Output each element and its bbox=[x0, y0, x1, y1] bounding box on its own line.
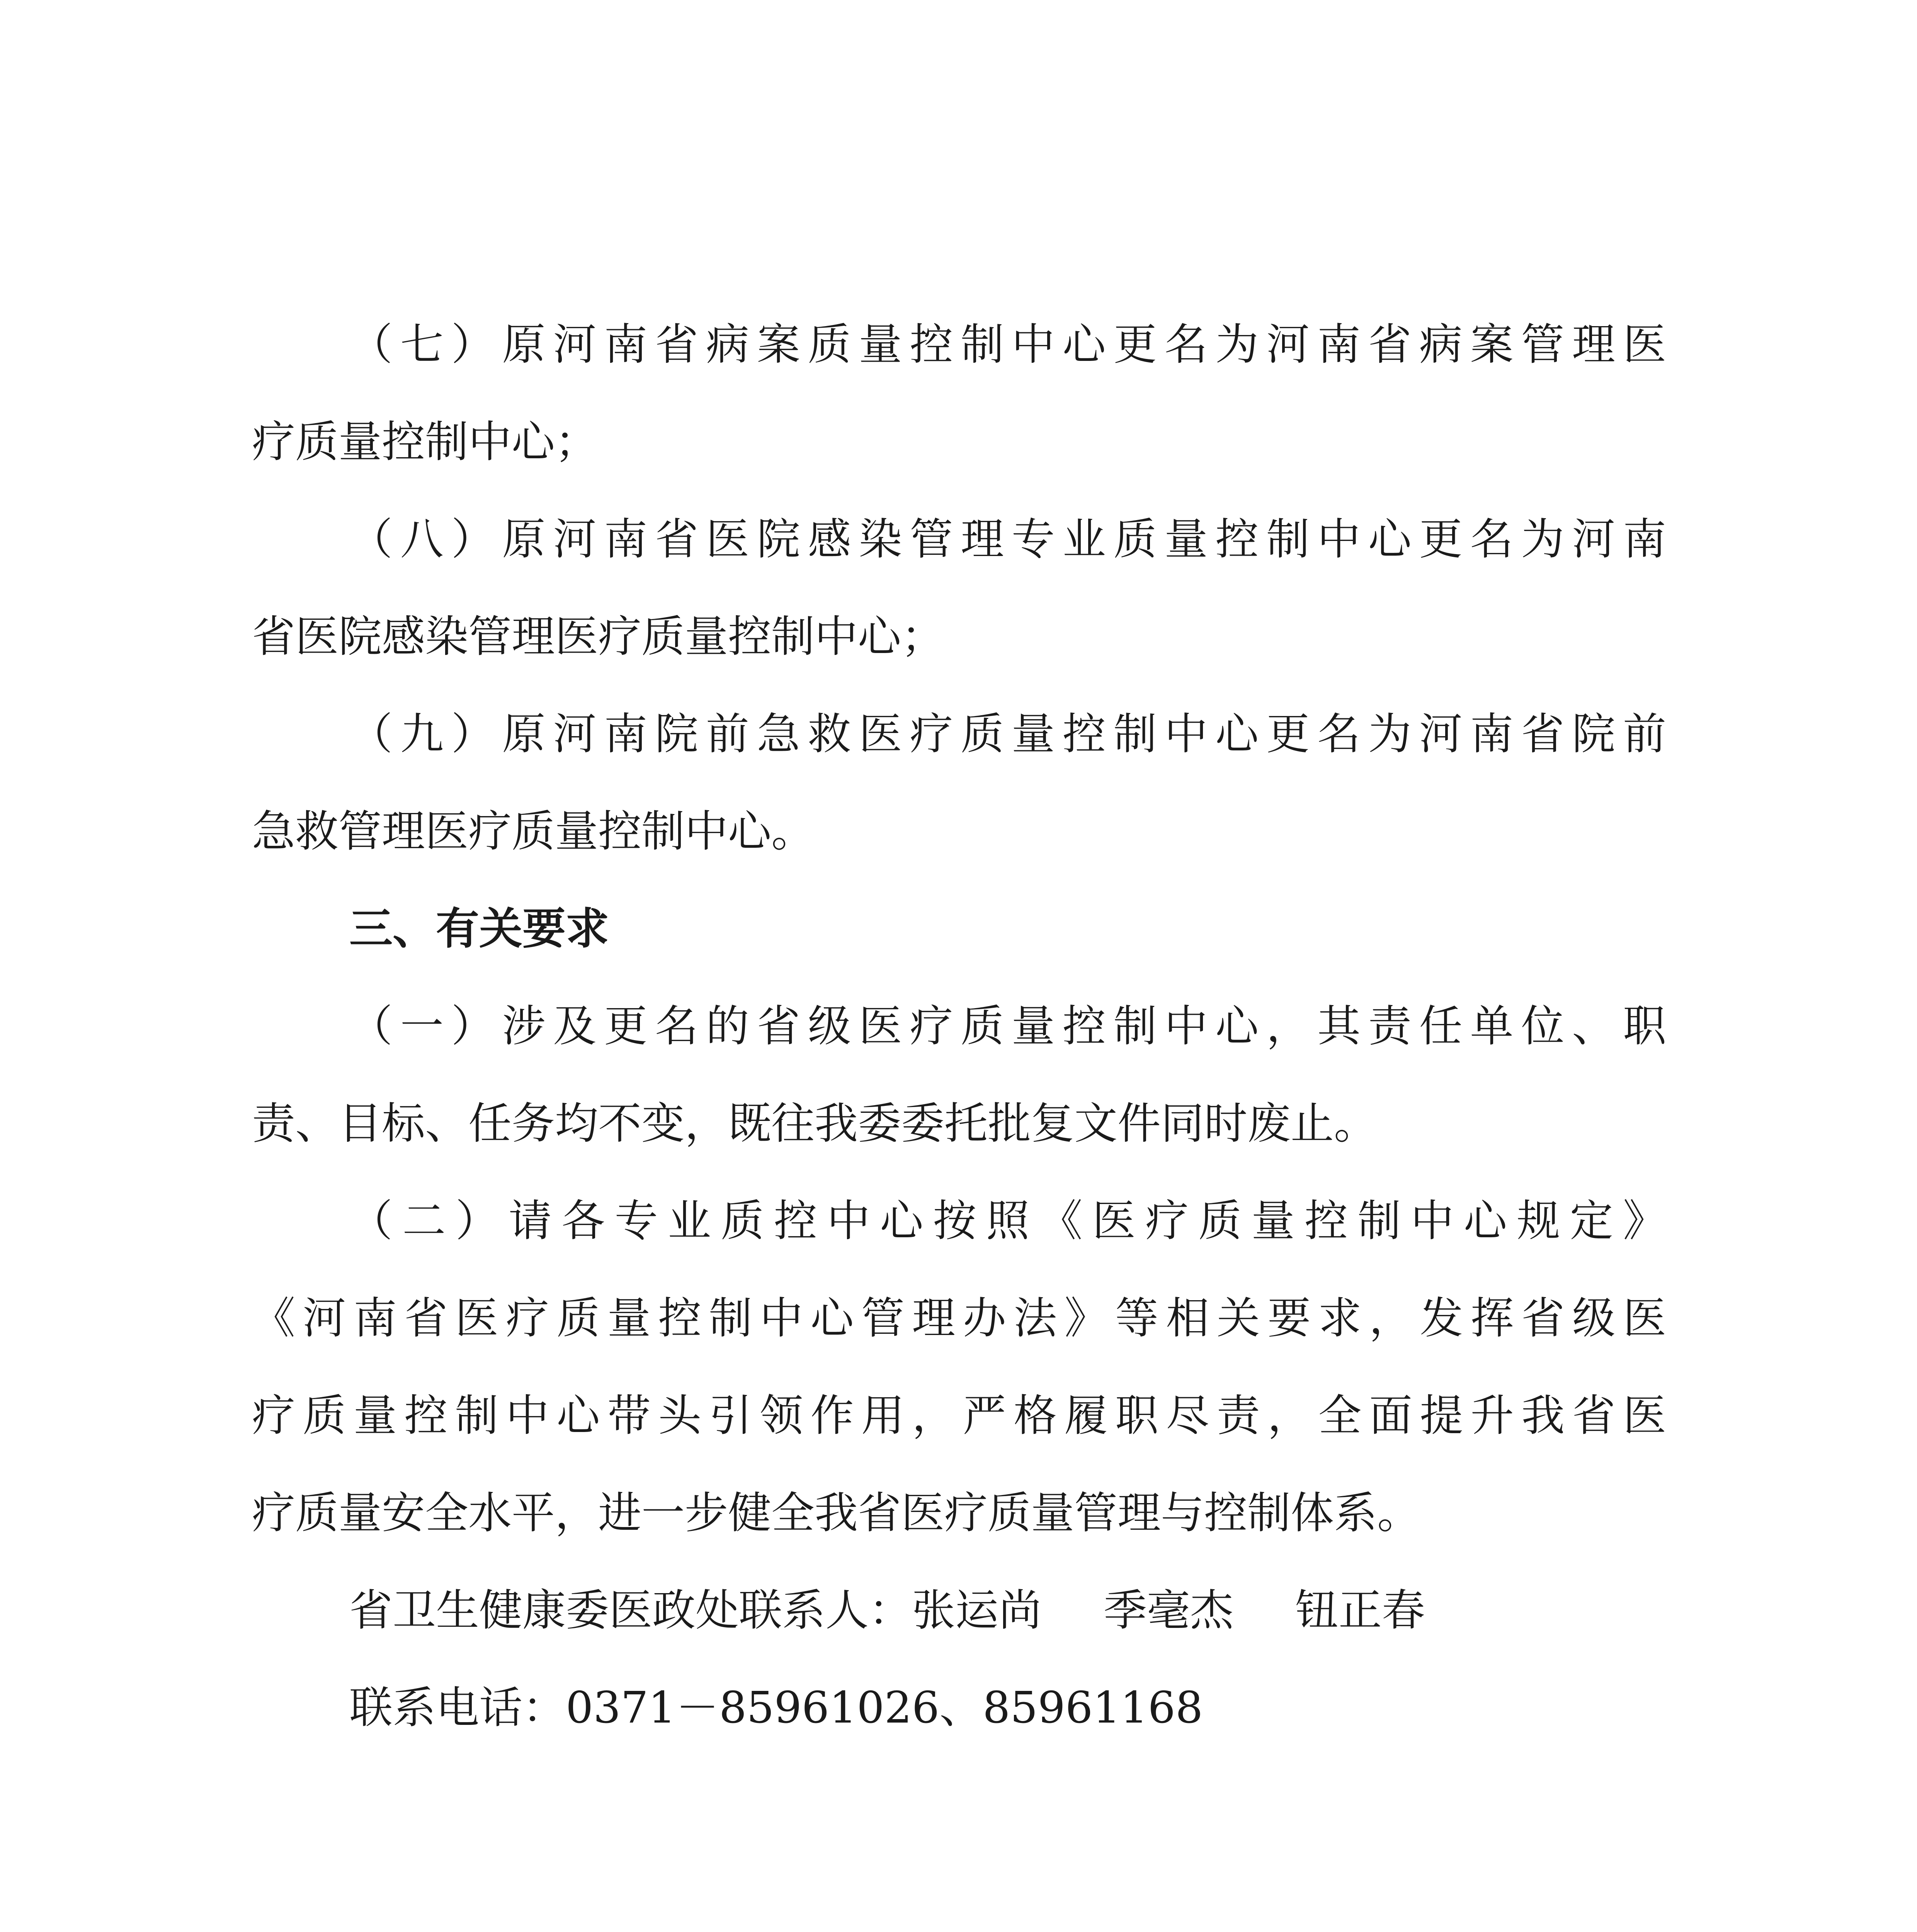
section-heading: 三、有关要求 bbox=[349, 904, 609, 954]
contact-name-2: 季毫杰 bbox=[1104, 1585, 1233, 1636]
req-2-line-1: （二）请各专业质控中心按照《医疗质量控制中心规定》 bbox=[349, 1196, 1666, 1246]
req-2-line-2: 《河南省医疗质量控制中心管理办法》等相关要求，发挥省级医 bbox=[252, 1293, 1666, 1344]
contact-name-1: 张运尚 bbox=[912, 1585, 1042, 1636]
item-9-line-2: 急救管理医疗质量控制中心。 bbox=[252, 806, 815, 857]
req-2-line-3: 疗质量控制中心带头引领作用，严格履职尽责，全面提升我省医 bbox=[252, 1391, 1666, 1441]
item-7-line-1: （七）原河南省病案质量控制中心更名为河南省病案管理医 bbox=[349, 320, 1666, 370]
item-8-line-2: 省医院感染管理医疗质量控制中心； bbox=[252, 612, 944, 662]
contact-line bbox=[349, 1578, 1425, 1643]
item-7-line-2: 疗质量控制中心； bbox=[252, 417, 598, 467]
contact-label: 省卫生健康委医政处联系人： bbox=[349, 1585, 912, 1636]
phone-label: 联系电话： bbox=[349, 1683, 566, 1733]
phone-line bbox=[349, 1675, 1203, 1741]
req-1-line-2: 责、目标、任务均不变，既往我委委托批复文件同时废止。 bbox=[252, 1099, 1377, 1149]
contact-name-3: 钮正春 bbox=[1295, 1585, 1425, 1636]
req-1-line-1: （一）涉及更名的省级医疗质量控制中心，其责任单位、职 bbox=[349, 1001, 1666, 1051]
item-8-line-1: （八）原河南省医院感染管理专业质量控制中心更名为河南 bbox=[349, 514, 1666, 565]
item-9-line-1: （九）原河南院前急救医疗质量控制中心更名为河南省院前 bbox=[349, 709, 1666, 759]
phone-number: 0371－85961026、85961168 bbox=[566, 1683, 1203, 1733]
req-2-line-4: 疗质量安全水平，进一步健全我省医疗质量管理与控制体系。 bbox=[252, 1488, 1420, 1538]
